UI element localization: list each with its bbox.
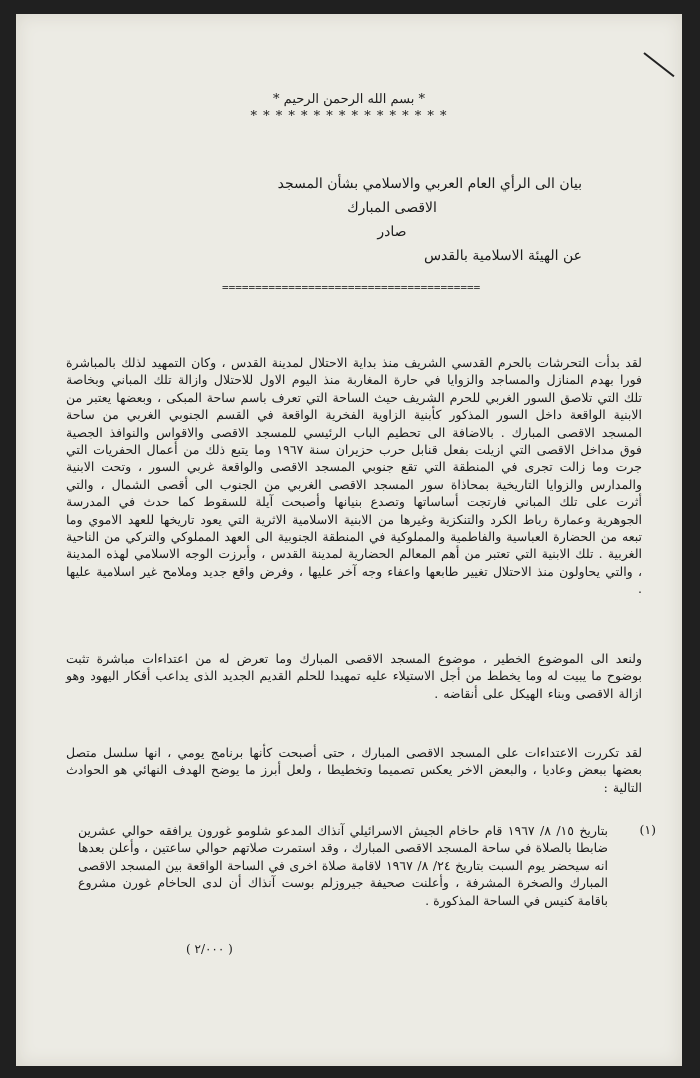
statement-title bbox=[202, 172, 582, 268]
title-line-2: الاقصى المبارك bbox=[347, 200, 437, 216]
title-line-3: صادر bbox=[377, 224, 407, 240]
title-line-4: عن الهيئة الاسلامية بالقدس bbox=[423, 248, 582, 264]
header bbox=[16, 92, 682, 124]
paragraph-2: ولنعد الى الموضوع الخطير ، موضوع المسجد الاقصى المبارك وما تعرض له من اعتداءات مباشرة تثبت بوضوح ما يبيت له وما يخطط من أجل الاستيلاء عليه تمهيدا للحلم القديم الجديد الذى يداعب أفكار اليهود وهو ازالة الاقصى وبناء الهيكل على أنقاضه . bbox=[66, 651, 642, 701]
corner-mark bbox=[643, 52, 674, 77]
item-number: (١) bbox=[639, 822, 656, 837]
title-separator: ======================================= bbox=[222, 281, 481, 294]
document-page bbox=[16, 14, 682, 1066]
title-line-1: بيان الى الرأي العام العربي والاسلامي بشأن المسجد bbox=[277, 176, 582, 192]
star-divider: * * * * * * * * * * * * * * * * bbox=[250, 109, 448, 124]
paragraph-1: لقد بدأت التحرشات بالحرم القدسي الشريف منذ بداية الاحتلال لمدينة القدس ، وكان التمهيد لذلك بالمباشرة فورا بهدم المنازل والمساجد والزوايا في حارة المغاربة منذ اليوم الاول للاحتلال وازالة تلك المباني وبخاصة تلك التي تلاصق السور الغربي للحرم الشريف حيث الساحة التي تعرف باسم ساحة المبكى ، وبعضها يعتبر من الابنية الواقعة داخل السور المذكور كأبنية الزاوية الفخرية الواقعة في القسم الجنوبي الغربي من ساحة المسجد الاقصى المبارك . بالاضافة الى تحطيم الباب الرئيسي للمسجد الاقصى والاقواس والنوافذ الجصية فوق مداخل الاقصى التي ازيلت بفعل قنابل حرب حزيران سنة ١٩٦٧ وما يتبع ذلك من أعمال الحفريات التي جرت وما زالت تجرى في المنطقة التي تقع جنوبي المسجد الاقصى والواقعة غربي السور ، وتحت الابنية والمدارس والزوايا التاريخية بمحاذاة سور المسجد الاقصى الغربي من الجنوب الى أقصى الشمال ، والتي أثرت على تلك المباني فارتجت أساساتها وتصدع بنيانها وأصبحت آيلة للسقوط كما حدث في المدرسة الجوهرية وعمارة رباط الكرد والتنكزية وغيرها من الابنية الاسلامية الاثرية التي يعود تاريخها للعهد الاموي وما تبعه من الحضارة العباسية والفاطمية والمملوكية في المنطقة الجنوبية الى العهد المملوكي والتركي من الناحية الغربية . تلك الابنية التي تعتبر من أهم المعالم الحضارية لمدينة القدس ، وأبرزت الوجه الاسلامي لهذه المدينة ، والتي يحاولون منذ الاحتلال تغيير طابعها واعفاء وجه آخر عليها ، وفرض واقع جديد وملامح غير اسلامية عليها . bbox=[66, 355, 642, 597]
page-number: ( ٢/٠٠٠ ) bbox=[186, 942, 233, 956]
item-text: بتاريخ ١٥/ ٨/ ١٩٦٧ قام حاخام الجيش الاسرائيلي آنذاك المدعو شلومو غورون يرافقه حوالي عشرين ضابطا بالصلاة في ساحة المسجد الاقصى المبارك ، وقد استمرت صلاتهم حوالي ساعتين ، وأعلن بعدها انه سيحضر يوم السبت بتاريخ ٢٤/ ٨/ ١٩٦٧ لاقامة صلاة اخرى في الساحة الواقعة بين المسجد الاقصى المبارك والصخرة المشرفة ، وأعلنت صحيفة جيروزلم بوست آنذاك أن لدى الحاخام غورن مشروع باقامة كنيس في الساحة المذكورة . bbox=[78, 823, 608, 908]
paragraph-3: لقد تكررت الاعتداءات على المسجد الاقصى المبارك ، حتى أصبحت كأنها برنامج يومي ، انها سلسل متصل بعضها ببعض وعاديا ، والبعض الاخر يعكس تصميما وتخطيطا ، ولعل أبرز ما يوضح الهدف النهائي هو الحوادث التالية : bbox=[66, 745, 642, 795]
basmala: * بسم الله الرحمن الرحيم * bbox=[273, 92, 425, 107]
